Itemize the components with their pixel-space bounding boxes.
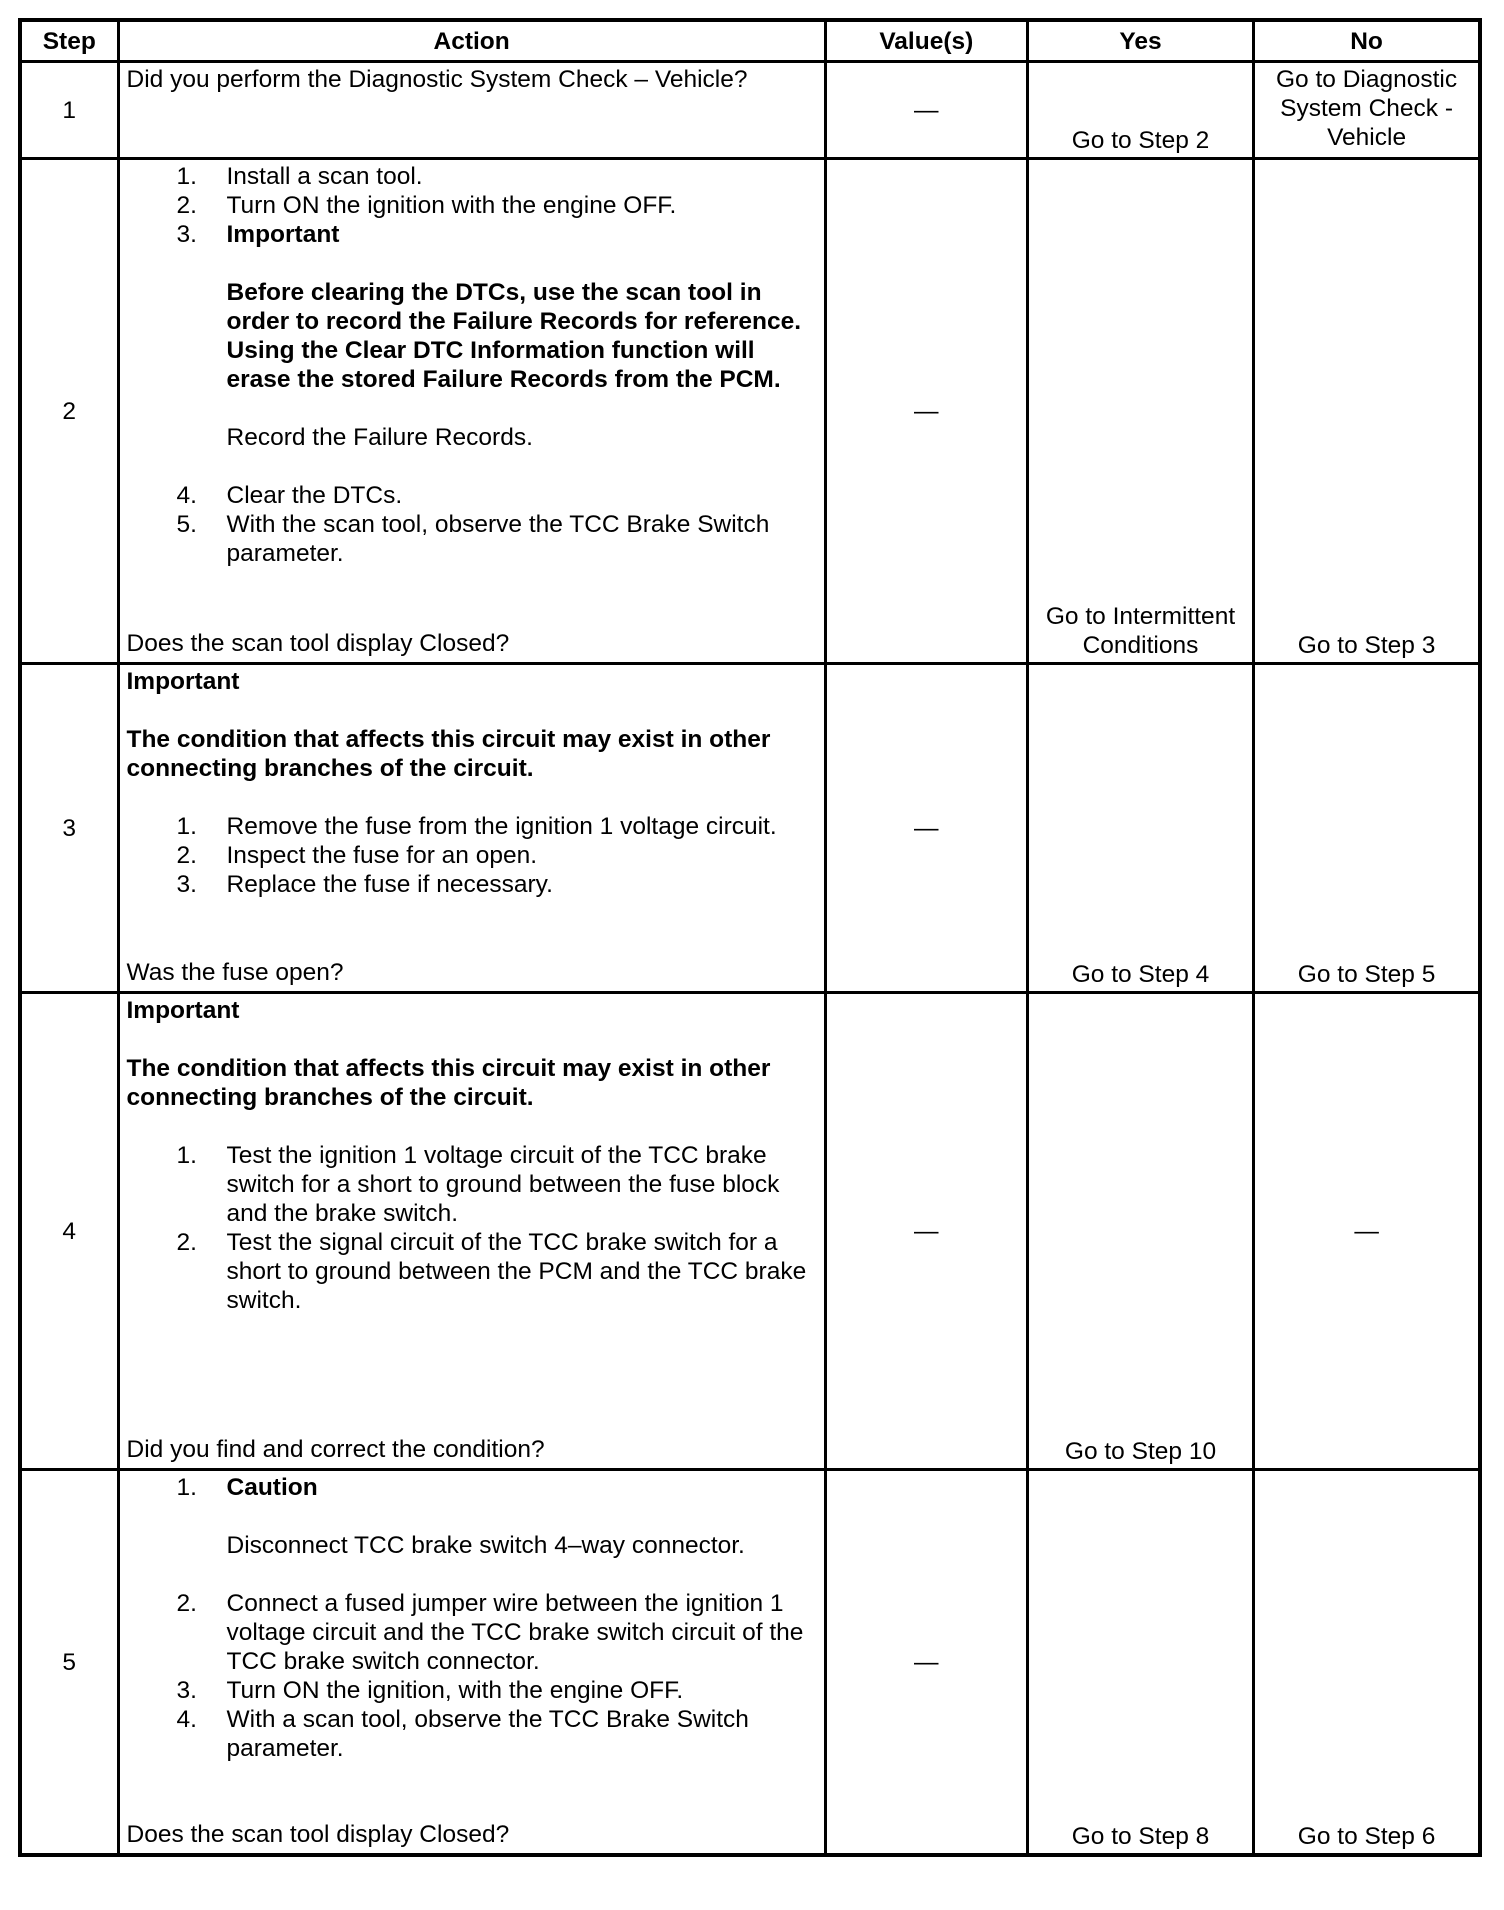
no-cell: Go to Step 3 [1254,159,1480,664]
action-steps [127,812,824,899]
important-text: Before clearing the DTCs, use the scan tool in order to record the Failure Records for reference. Using the Clear DTC Information function will erase the stored Failure Records from the PCM. [226,279,802,393]
caution-text: Disconnect TCC brake switch 4–way connector. [226,1532,745,1559]
header-yes: Yes [1027,20,1253,62]
list-item: 3. Important Before clearing the DTCs, use the scan tool in order to record the Failure Records for reference. Using the Clear DTC Information function will erase the stored Failure Records from the PCM. Record the Failure Records. [127,220,824,481]
value-cell: — [825,1470,1027,1856]
list-item: 3. Turn ON the ignition, with the engine OFF. [176,1677,684,1704]
important-text: The condition that affects this circuit may exist in other connecting branches of the circuit. [126,1055,771,1111]
action-cell [118,1470,825,1856]
important-text: The condition that affects this circuit may exist in other connecting branches of the circuit. [126,726,771,782]
list-item: 1. Test the ignition 1 voltage circuit of the TCC brake switch for a short to ground between the fuse block and the brake switch. [176,1142,780,1227]
list-item: 2. Turn ON the ignition with the engine OFF. [176,192,677,219]
value-cell: — [825,664,1027,993]
action-question: Does the scan tool display Closed? [126,630,510,657]
no-cell: — [1254,993,1480,1470]
header-row [20,20,1480,62]
list-item: 4. With a scan tool, observe the TCC Brake Switch parameter. [176,1706,749,1762]
yes-cell: Go to Step 2 [1027,62,1253,159]
important-label: Important [126,997,240,1024]
yes-cell: Go to Step 4 [1027,664,1253,993]
important-label: Important [226,221,340,248]
action-question: Did you perform the Diagnostic System Check – Vehicle? [126,66,748,93]
table-row [20,664,1480,993]
table-row [20,993,1480,1470]
action-question: Did you find and correct the condition? [126,1436,545,1463]
action-question: Does the scan tool display Closed? [126,1821,510,1848]
action-steps [127,1473,824,1763]
action-cell [118,664,825,993]
list-item: 4. Clear the DTCs. [176,482,403,509]
action-steps [127,1141,824,1315]
table-row [20,159,1480,664]
action-cell [118,159,825,664]
yes-cell: Go to Step 8 [1027,1470,1253,1856]
action-cell [118,993,825,1470]
header-no: No [1254,20,1480,62]
header-action: Action [118,20,825,62]
yes-cell: Go to Step 10 [1027,993,1253,1470]
table-row [20,62,1480,159]
no-cell: Go to Step 6 [1254,1470,1480,1856]
no-cell: Go to Step 5 [1254,664,1480,993]
yes-cell: Go to Intermittent Conditions [1027,159,1253,664]
step-number: 5 [20,1470,118,1856]
list-item: 1. Remove the fuse from the ignition 1 voltage circuit. [176,813,777,840]
step-number: 2 [20,159,118,664]
list-item: 1. Install a scan tool. [176,163,423,190]
value-cell: — [825,62,1027,159]
list-item: 2. Connect a fused jumper wire between the ignition 1 voltage circuit and the TCC brake switch circuit of the TCC brake switch connector. [176,1590,804,1675]
list-item: 3. Replace the fuse if necessary. [176,871,553,898]
list-item: 2. Test the signal circuit of the TCC brake switch for a short to ground between the PCM and the TCC brake switch. [176,1229,807,1314]
no-cell: Go to Diagnostic System Check - Vehicle [1254,62,1480,159]
important-label: Important [126,668,240,695]
action-question: Was the fuse open? [126,959,344,986]
value-cell: — [825,159,1027,664]
header-step: Step [20,20,118,62]
step-number: 3 [20,664,118,993]
value-cell: — [825,993,1027,1470]
action-cell [118,62,825,159]
step-number: 4 [20,993,118,1470]
list-item: 1. Caution Disconnect TCC brake switch 4–way connector. [127,1473,824,1589]
list-item: 5. With the scan tool, observe the TCC Brake Switch parameter. [176,511,770,567]
header-values: Value(s) [825,20,1027,62]
caution-label: Caution [226,1474,318,1501]
step-number: 1 [20,62,118,159]
list-item: 2. Inspect the fuse for an open. [176,842,538,869]
diagnostic-table [18,18,1482,1857]
action-steps [127,162,824,568]
record-text: Record the Failure Records. [226,424,533,451]
table-row [20,1470,1480,1856]
